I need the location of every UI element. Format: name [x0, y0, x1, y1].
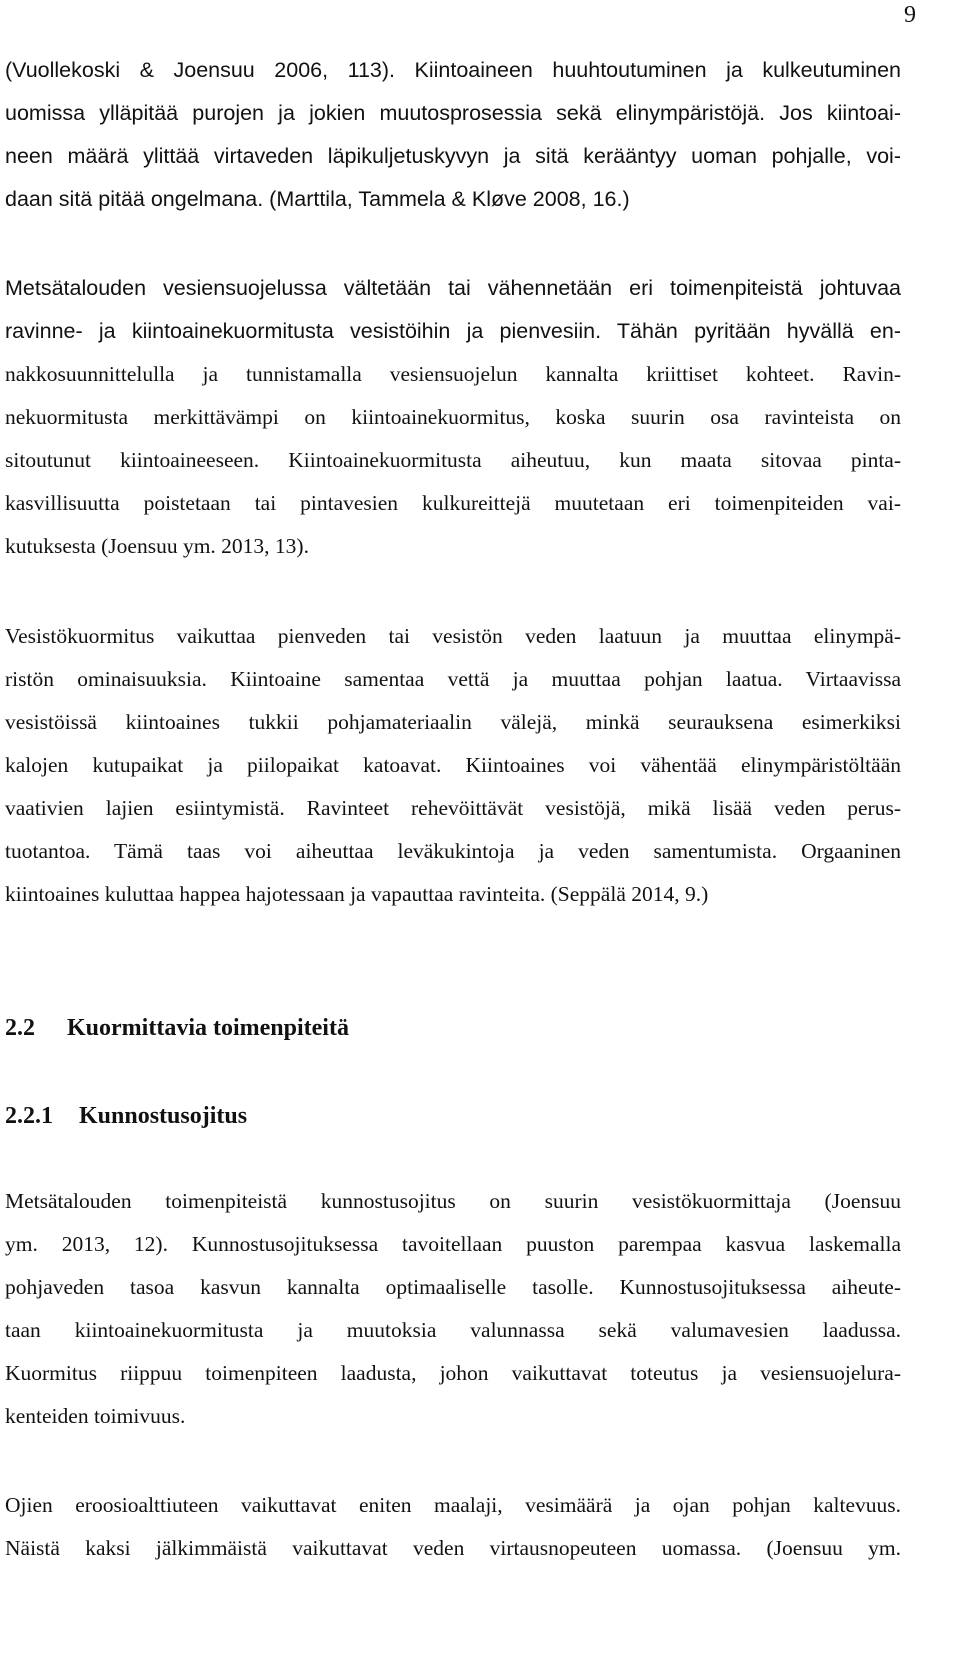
text-line: ym. 2013, 12). Kunnostusojituksessa tavoitellaan puuston parempaa kasvua laskemalla [5, 1232, 901, 1256]
text-line: nakkosuunnittelulla ja tunnistamalla vesiensuojelun kannalta kriittiset kohteet. Ravin- [5, 362, 901, 386]
page-number: 9 [904, 2, 916, 28]
text-line: Kuormitus riippuu toimenpiteen laadusta, johon vaikuttavat toteutus ja vesiensuojelura- [5, 1361, 901, 1385]
text-line: tuotantoa. Tämä taas voi aiheuttaa leväkukintoja ja veden samentumista. Orgaaninen [5, 839, 901, 863]
text-line: Näistä kaksi jälkimmäistä vaikuttavat veden virtausnopeuteen uomassa. (Joensuu ym. [5, 1536, 901, 1560]
text-line: uomissa ylläpitää purojen ja jokien muutosprosessia sekä elinympäristöjä. Jos kiintoai- [5, 101, 901, 125]
text-line: kenteiden toimivuus. [5, 1404, 186, 1428]
text-line: kalojen kutupaikat ja piilopaikat katoavat. Kiintoaines voi vähentää elinympäristöltään [5, 753, 901, 777]
text-line: (Vuollekoski & Joensuu 2006, 113). Kiintoaineen huuhtoutuminen ja kulkeutuminen [5, 58, 901, 82]
text-line: kutuksesta (Joensuu ym. 2013, 13). [5, 534, 309, 558]
text-line: ristön ominaisuuksia. Kiintoaine samentaa vettä ja muuttaa pohjan laatua. Virtaavissa [5, 667, 901, 691]
text-line: Metsätalouden vesiensuojelussa vältetään tai vähennetään eri toimenpiteistä johtuvaa [5, 276, 901, 300]
text-line: vesistöissä kiintoaines tukkii pohjamateriaalin välejä, minkä seurauksena esimerkiksi [5, 710, 901, 734]
text-line: sitoutunut kiintoaineeseen. Kiintoainekuormitusta aiheutuu, kun maata sitovaa pinta- [5, 448, 901, 472]
text-line: kiintoaines kuluttaa happea hajotessaan ja vapauttaa ravinteita. (Seppälä 2014, 9.) [5, 882, 709, 906]
text-line: pohjaveden tasoa kasvun kannalta optimaaliselle tasolle. Kunnostusojituksessa aiheute- [5, 1275, 901, 1299]
text-line: ravinne- ja kiintoainekuormitusta vesistöihin ja pienvesiin. Tähän pyritään hyvällä en- [5, 319, 901, 343]
subsection-number: 2.2.1 [5, 1103, 53, 1129]
section-title: Kuormittavia toimenpiteitä [67, 1015, 349, 1041]
section-number: 2.2 [5, 1015, 35, 1041]
text-line: Vesistökuormitus vaikuttaa pienveden tai vesistön veden laatuun ja muuttaa elinympä- [5, 624, 901, 648]
text-line: Ojien eroosioalttiuteen vaikuttavat eniten maalaji, vesimäärä ja ojan pohjan kaltevuus. [5, 1493, 901, 1517]
subsection-title: Kunnostusojitus [79, 1103, 248, 1129]
text-line: vaativien lajien esiintymistä. Ravinteet rehevöittävät vesistöjä, mikä lisää veden perus- [5, 796, 901, 820]
text-line: kasvillisuutta poistetaan tai pintavesien kulkureittejä muutetaan eri toimenpiteiden vai- [5, 491, 901, 515]
text-line: daan sitä pitää ongelmana. (Marttila, Tammela & Kløve 2008, 16.) [5, 187, 630, 211]
text-line: nekuormitusta merkittävämpi on kiintoainekuormitus, koska suurin osa ravinteista on [5, 405, 901, 429]
text-line: taan kiintoainekuormitusta ja muutoksia valunnassa sekä valumavesien laadussa. [5, 1318, 901, 1342]
text-line: Metsätalouden toimenpiteistä kunnostusojitus on suurin vesistökuormittaja (Joensuu [5, 1189, 901, 1213]
text-line: neen määrä ylittää virtaveden läpikuljetuskyvyn ja sitä kerääntyy uoman pohjalle, voi- [5, 144, 901, 168]
subsection-heading [5, 1101, 247, 1131]
section-heading [5, 1013, 349, 1043]
